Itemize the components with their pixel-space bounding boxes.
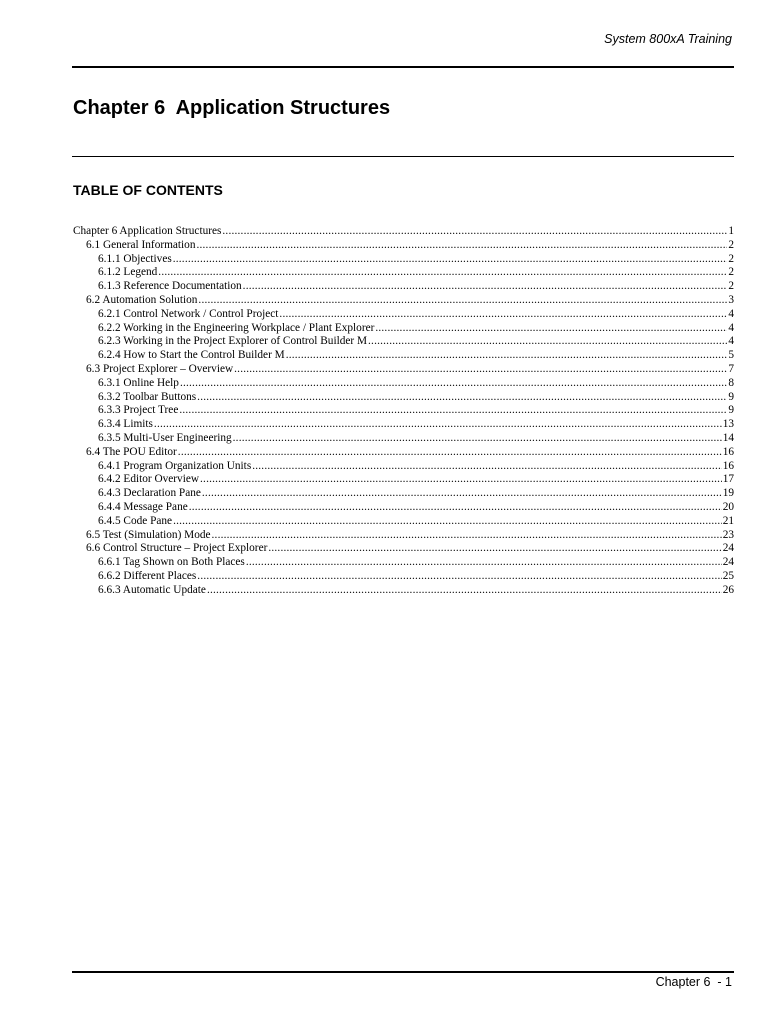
toc-dot-leader xyxy=(158,266,727,280)
page-number: Chapter 6 - 1 xyxy=(655,975,732,989)
toc-dot-leader xyxy=(196,239,727,253)
toc-entry-title: 6.3.5 Multi-User Engineering xyxy=(98,431,232,444)
toc-entry-page: 16 xyxy=(722,445,734,458)
toc-entry-page: 2 xyxy=(728,238,734,251)
toc-entry-title: 6.1.2 Legend xyxy=(98,266,158,279)
toc-entry[interactable] xyxy=(73,253,734,267)
toc-entry-page: 9 xyxy=(728,390,734,403)
toc-entry[interactable] xyxy=(73,460,734,474)
toc-dot-leader xyxy=(197,391,727,405)
toc-entry-title: 6.3.3 Project Tree xyxy=(98,404,179,417)
toc-dot-leader xyxy=(198,294,727,308)
toc-entry-title: 6.4.3 Declaration Pane xyxy=(98,487,201,500)
toc-dot-leader xyxy=(268,542,721,556)
toc-entry-page: 4 xyxy=(728,307,734,320)
toc-entry-title: 6.4.1 Program Organization Units xyxy=(98,459,252,472)
toc-entry-title: 6.6.1 Tag Shown on Both Places xyxy=(98,556,245,569)
toc-entry-page: 2 xyxy=(728,280,734,293)
toc-entry-title: 6.1 General Information xyxy=(86,238,196,251)
toc-entry-page: 4 xyxy=(728,321,734,334)
toc-entry-page: 17 xyxy=(722,473,734,486)
toc-entry-page: 26 xyxy=(722,583,734,596)
toc-entry-page: 25 xyxy=(722,569,734,582)
toc-dot-leader xyxy=(173,253,728,267)
toc-entry[interactable] xyxy=(73,308,734,322)
toc-dot-leader xyxy=(202,487,722,501)
toc-entry[interactable] xyxy=(73,239,734,253)
toc-entry[interactable] xyxy=(73,363,734,377)
toc-entry-title: 6.2.3 Working in the Project Explorer of Control Builder M xyxy=(98,335,368,348)
toc-entry-title: 6.4 The POU Editor xyxy=(86,445,177,458)
toc-entry[interactable] xyxy=(73,377,734,391)
toc-entry[interactable] xyxy=(73,391,734,405)
toc-entry-title: 6.2.4 How to Start the Control Builder M xyxy=(98,349,285,362)
toc-entry-page: 7 xyxy=(728,362,734,375)
toc-dot-leader xyxy=(200,473,722,487)
toc-entry-page: 8 xyxy=(728,376,734,389)
toc-entry-page: 2 xyxy=(728,266,734,279)
toc-entry[interactable] xyxy=(73,487,734,501)
chapter-title: Chapter 6 Application Structures xyxy=(73,97,391,119)
table-of-contents xyxy=(73,225,734,598)
toc-entry[interactable] xyxy=(73,542,734,556)
toc-entry[interactable] xyxy=(73,432,734,446)
toc-entry[interactable] xyxy=(73,556,734,570)
toc-entry[interactable] xyxy=(73,335,734,349)
toc-entry-title: 6.4.2 Editor Overview xyxy=(98,473,200,486)
toc-entry-title: 6.1.3 Reference Documentation xyxy=(98,280,242,293)
toc-dot-leader xyxy=(233,432,722,446)
toc-entry-title: 6.5 Test (Simulation) Mode xyxy=(86,528,211,541)
toc-dot-leader xyxy=(368,335,727,349)
toc-entry[interactable] xyxy=(73,446,734,460)
toc-dot-leader xyxy=(180,377,727,391)
toc-entry-page: 1 xyxy=(728,225,734,237)
toc-dot-leader xyxy=(286,349,728,363)
toc-entry-title: 6.6 Control Structure – Project Explorer xyxy=(86,542,268,555)
toc-entry-title: 6.3.4 Limits xyxy=(98,418,153,431)
title-rule xyxy=(72,156,734,157)
toc-entry-title: 6.4.4 Message Pane xyxy=(98,500,188,513)
toc-entry-page: 20 xyxy=(722,500,734,513)
toc-dot-leader xyxy=(212,529,722,543)
toc-dot-leader xyxy=(173,515,722,529)
toc-dot-leader xyxy=(207,584,722,598)
toc-entry[interactable] xyxy=(73,529,734,543)
toc-entry-title: 6.2.1 Control Network / Control Project xyxy=(98,307,279,320)
toc-entry-page: 24 xyxy=(722,556,734,569)
toc-entry-page: 9 xyxy=(728,404,734,417)
toc-entry[interactable] xyxy=(73,515,734,529)
toc-entry-page: 3 xyxy=(728,293,734,306)
toc-entry[interactable] xyxy=(73,280,734,294)
toc-entry-title: 6.3 Project Explorer – Overview xyxy=(86,362,234,375)
toc-entry[interactable] xyxy=(73,584,734,598)
toc-entry[interactable] xyxy=(73,266,734,280)
toc-entry-title: Chapter 6 Application Structures xyxy=(73,225,222,237)
footer-rule xyxy=(72,971,734,973)
toc-entry-title: 6.6.2 Different Places xyxy=(98,569,197,582)
toc-dot-leader xyxy=(179,404,727,418)
toc-entry-title: 6.2.2 Working in the Engineering Workplace / Plant Explorer xyxy=(98,321,375,334)
toc-entry[interactable] xyxy=(73,294,734,308)
toc-entry-title: 6.2 Automation Solution xyxy=(86,293,198,306)
toc-entry-page: 19 xyxy=(722,487,734,500)
toc-dot-leader xyxy=(234,363,727,377)
toc-dot-leader xyxy=(279,308,727,322)
toc-entry-title: 6.1.1 Objectives xyxy=(98,252,172,265)
toc-dot-leader xyxy=(197,570,721,584)
toc-entry[interactable] xyxy=(73,225,734,239)
toc-entry-title: 6.4.5 Code Pane xyxy=(98,514,173,527)
toc-dot-leader xyxy=(246,556,722,570)
toc-entry-page: 23 xyxy=(722,528,734,541)
toc-entry-title: 6.3.2 Toolbar Buttons xyxy=(98,390,197,403)
toc-dot-leader xyxy=(252,460,721,474)
toc-entry[interactable] xyxy=(73,418,734,432)
toc-entry-page: 24 xyxy=(722,542,734,555)
toc-entry[interactable] xyxy=(73,322,734,336)
toc-dot-leader xyxy=(154,418,722,432)
running-header: System 800xA Training xyxy=(604,32,732,46)
toc-entry[interactable] xyxy=(73,473,734,487)
toc-entry[interactable] xyxy=(73,570,734,584)
header-rule xyxy=(72,66,734,68)
toc-dot-leader xyxy=(178,446,722,460)
toc-entry-page: 21 xyxy=(722,514,734,527)
toc-entry[interactable] xyxy=(73,349,734,363)
toc-dot-leader xyxy=(375,322,727,336)
toc-entry-page: 4 xyxy=(728,335,734,348)
toc-entry-page: 5 xyxy=(728,349,734,362)
toc-entry[interactable] xyxy=(73,501,734,515)
toc-entry-page: 13 xyxy=(722,418,734,431)
toc-entry[interactable] xyxy=(73,404,734,418)
toc-dot-leader xyxy=(189,501,722,515)
toc-heading: TABLE OF CONTENTS xyxy=(73,182,223,198)
toc-entry-page: 16 xyxy=(722,459,734,472)
toc-entry-title: 6.3.1 Online Help xyxy=(98,376,179,389)
toc-entry-page: 2 xyxy=(728,252,734,265)
toc-dot-leader xyxy=(243,280,728,294)
toc-entry-title: 6.6.3 Automatic Update xyxy=(98,583,206,596)
toc-dot-leader xyxy=(222,225,727,239)
toc-entry-page: 14 xyxy=(722,431,734,444)
